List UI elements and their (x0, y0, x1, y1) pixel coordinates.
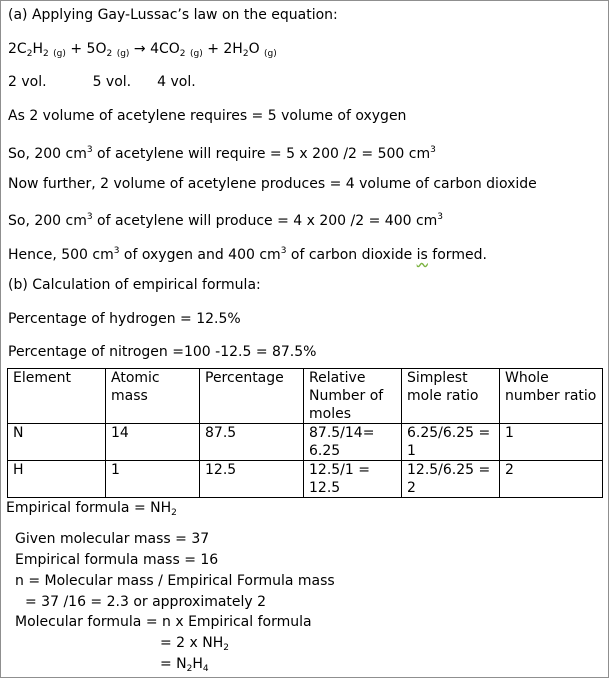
hydrogen-percentage: Percentage of hydrogen = 12.5% (8, 311, 241, 327)
empirical-formula-table (7, 368, 603, 498)
table-cell: N (8, 424, 106, 461)
table-cell: 87.5 (200, 424, 304, 461)
table-cell: 87.5/14= 6.25 (304, 424, 402, 461)
table-header-row (8, 369, 603, 424)
empirical-formula: Empirical formula = $NH_2$ (6, 500, 177, 518)
table-header-cell: Relative Number of moles (304, 369, 402, 424)
co2-produced: So, 200 $cm^3$ of acetylene will produce = 4 x 200 /2 = 400 $cm^3$ (8, 212, 444, 229)
table-header-cell: Atomic mass (106, 369, 200, 424)
nitrogen-percentage: Percentage of nitrogen =100 -12.5 = 87.5% (8, 344, 317, 360)
oxygen-required: So, 200 $cm^3$ of acetylene will require = 5 x 200 /2 = 500 $cm^3$ (8, 145, 436, 162)
table-cell: 14 (106, 424, 200, 461)
acetylene-oxygen-ratio: As 2 volume of acetylene requires = 5 volume of oxygen (8, 108, 407, 124)
table-cell: 12.5/6.25 = 2 (402, 461, 500, 498)
acetylene-co2-ratio: Now further, 2 volume of acetylene produces = 4 volume of carbon dioxide (8, 176, 537, 192)
molecular-formula-result: = $N_2H_4$ (160, 656, 209, 674)
table-cell: 6.25/6.25 = 1 (402, 424, 500, 461)
reaction-arrow: → (133, 41, 146, 57)
molecular-formula-step-1: = 2 x $NH_2$ (160, 635, 230, 653)
table-row (8, 461, 603, 498)
spellcheck-underlined-word: is (416, 247, 428, 263)
table-cell: 2 (500, 461, 603, 498)
table-row (8, 424, 603, 461)
table-cell: 12.5/1 = 12.5 (304, 461, 402, 498)
n-value: = 37 /16 = 2.3 or approximately 2 (25, 594, 267, 610)
part-a-heading: (a) Applying Gay-Lussac’s law on the equation: (8, 7, 338, 23)
molecular-formula-definition: Molecular formula = n x Empirical formula (15, 614, 312, 630)
volume-ratio-line: 2 vol. 5 vol. 4 vol. (8, 74, 196, 90)
table-header-cell: Whole number ratio (500, 369, 603, 424)
empirical-formula-mass: Empirical formula mass = 16 (15, 552, 219, 568)
part-a-conclusion: Hence, 500 $cm^3$ of oxygen and 400 $cm^3$ of carbon dioxide is formed. (8, 246, 487, 263)
table-cell: H (8, 461, 106, 498)
table-header-cell: Element (8, 369, 106, 424)
n-definition: n = Molecular mass / Empirical Formula mass (15, 573, 335, 589)
given-molecular-mass: Given molecular mass = 37 (15, 531, 210, 547)
table-cell: 1 (500, 424, 603, 461)
table-cell: 1 (106, 461, 200, 498)
part-b-heading: (b) Calculation of empirical formula: (8, 277, 261, 293)
table-header-cell: Simplest mole ratio (402, 369, 500, 424)
table-header-cell: Percentage (200, 369, 304, 424)
reaction-equation: $2C_2H_2$ $_{(g)} + 5O_2$ $_{(g)} \to 4CO_2$ $_{(g)} + 2H_2O$ $_{(g)}$ (8, 41, 277, 59)
table-cell: 12.5 (200, 461, 304, 498)
